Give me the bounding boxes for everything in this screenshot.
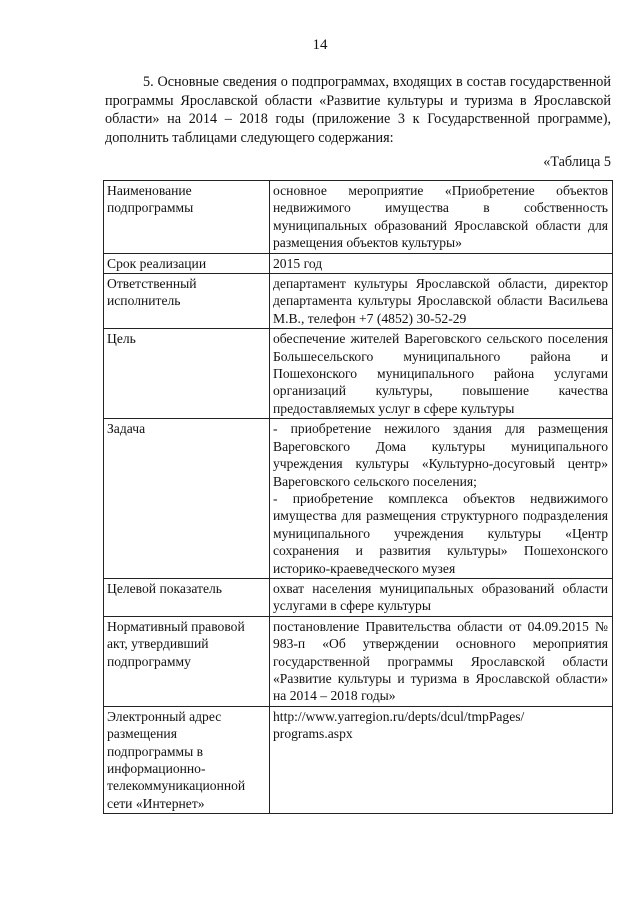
row-label-goal: Цель — [104, 329, 270, 419]
table-row-task — [104, 419, 613, 579]
row-value-goal-text: обеспечение жителей Вареговского сельского поселения Большесельского муниципального района и Пошехонского муниципального района услугами организаций культуры, повышение качества предоставляемых услуг в сфере культуры — [273, 331, 608, 416]
row-value-name-text: основное мероприятие «Приобретение объектов недвижимого имущества в собственность муниципальных образований Ярославской области для размещения объектов культуры» — [273, 183, 608, 251]
row-label-web-address: Электронный адрес размещения подпрограммы в информационно-телекоммуникационной сети «Интернет» — [104, 706, 270, 813]
web-address-link-line-2[interactable]: programs.aspx — [273, 726, 353, 742]
row-label-period: Срок реализации — [104, 253, 270, 273]
table-row-legal-act — [104, 616, 613, 706]
row-value-indicator — [270, 578, 613, 616]
row-label-task: Задача — [104, 419, 270, 579]
row-value-legal-act — [270, 616, 613, 706]
row-value-task — [270, 419, 613, 579]
row-value-executor-text: департамент культуры Ярославской области, директор департамента культуры Ярославской области Васильева М.В., телефон +7 (4852) 30-52-29 — [273, 276, 608, 326]
row-value-goal — [270, 329, 613, 419]
subprogram-table — [103, 180, 613, 814]
row-label-legal-act: Нормативный правовой акт, утвердивший подпрограмму — [104, 616, 270, 706]
page-number: 14 — [312, 37, 328, 53]
row-value-task-item-2: - приобретение комплекса объектов недвижимого имущества для размещения структурного подразделения муниципального учреждения культуры «Центр сохранения и развития культуры» Пошехонского историко-краеведческого музея — [273, 490, 608, 576]
row-label-name: Наименование подпрограммы — [104, 181, 270, 254]
row-value-name — [270, 181, 613, 254]
table-row-executor — [104, 274, 613, 329]
row-value-indicator-text: охват населения муниципальных образований области услугами в сфере культуры — [273, 580, 608, 614]
row-label-indicator: Целевой показатель — [104, 578, 270, 616]
row-value-web-address — [270, 706, 613, 813]
web-address-link-line-1[interactable]: http://www.yarregion.ru/depts/dcul/tmpPages/ — [273, 708, 525, 724]
row-value-period-text: 2015 год — [273, 255, 323, 271]
row-label-executor: Ответственный исполнитель — [104, 274, 270, 329]
row-value-legal-act-text: постановление Правительства области от 04.09.2015 № 983-п «Об утверждении основного мероприятия государственной программы Ярославской области «Развитие культуры и туризма в Ярославской области» на 2014 – 2018 годы» — [273, 618, 608, 704]
row-value-period — [270, 253, 613, 273]
table-row-indicator — [104, 578, 613, 616]
table-row-period — [104, 253, 613, 273]
row-value-task-item-1: - приобретение нежилого здания для размещения Вареговского Дома культуры муниципального учреждения культуры «Культурно-досуговый центр» Вареговского сельского поселения; — [273, 421, 608, 489]
row-value-executor — [270, 274, 613, 329]
table-row-web-address — [104, 706, 613, 813]
table-caption: «Таблица 5 — [543, 154, 611, 170]
table-row-name — [104, 181, 613, 254]
table-row-goal — [104, 329, 613, 419]
intro-paragraph: 5. Основные сведения о подпрограммах, входящих в состав государственной программы Ярославской области «Развитие культуры и туризма в Ярославской области» на 2014 – 2018 годы (приложение 3 к Государственной программе), дополнить таблицами следующего содержания: — [105, 74, 611, 146]
